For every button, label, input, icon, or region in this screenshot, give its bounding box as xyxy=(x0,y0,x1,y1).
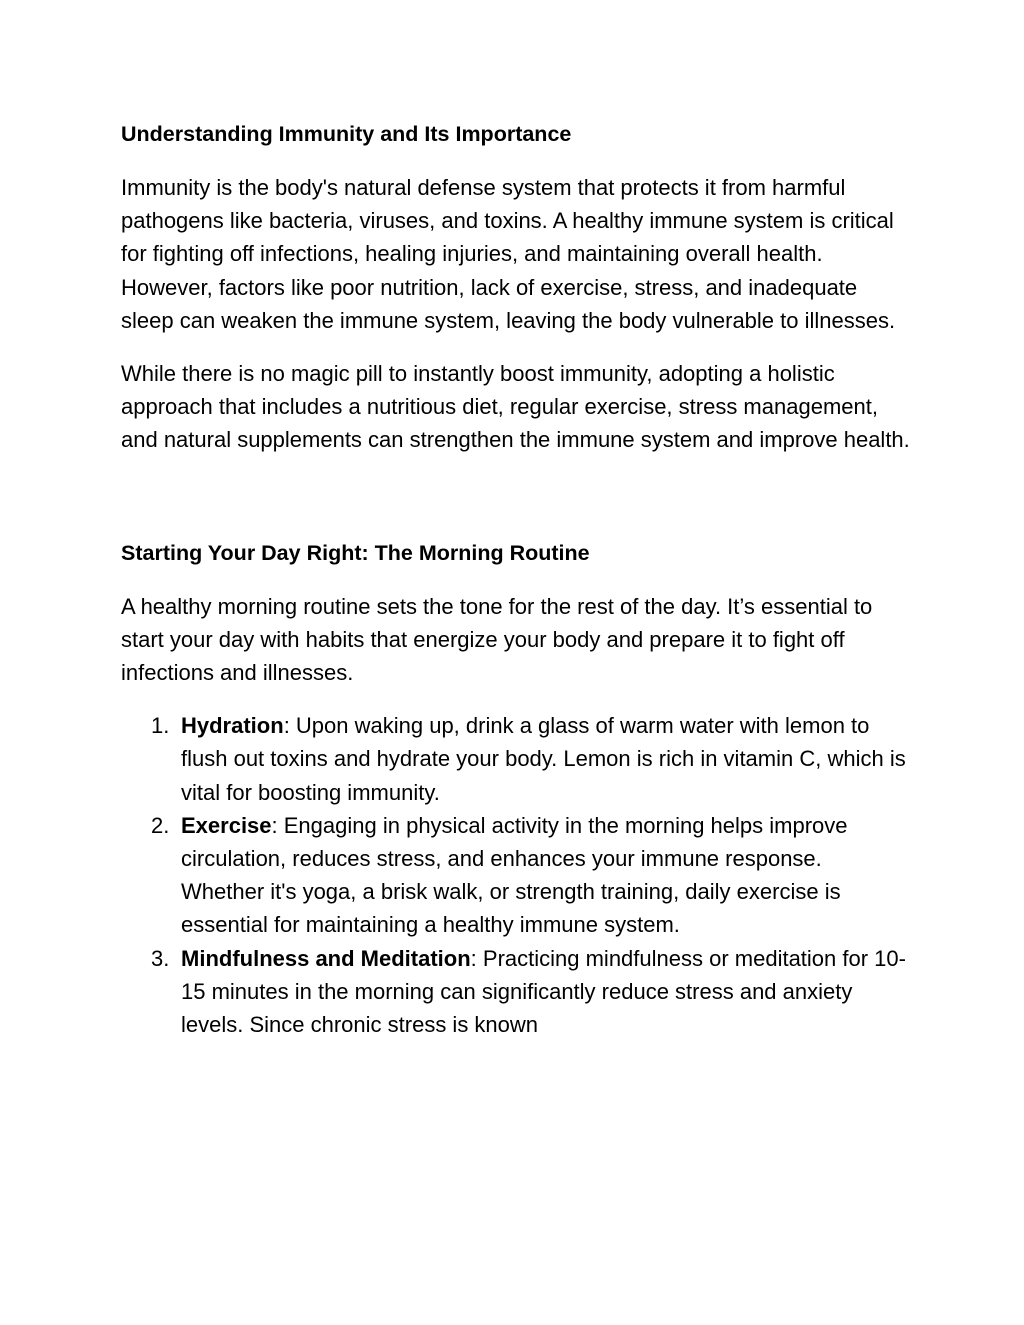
list-text: : Practicing mindfulness or meditation for 10-15 minutes in the morning can significantly reduce stress and anxiety levels. Since chronic stress is known xyxy=(181,945,906,1038)
morning-routine-list xyxy=(121,709,911,1041)
document-page xyxy=(121,118,911,1041)
list-text: : Upon waking up, drink a glass of warm water with lemon to flush out toxins and hydrate your body. Lemon is rich in vitamin C, which is vital for boosting immunity. xyxy=(181,713,906,805)
list-item-hydration xyxy=(121,709,911,809)
list-term: Hydration xyxy=(181,713,284,739)
list-number: 2. xyxy=(151,812,170,838)
list-number: 1. xyxy=(151,713,170,739)
section-spacer xyxy=(121,477,911,537)
list-term: Exercise xyxy=(181,812,272,838)
list-text: : Engaging in physical activity in the morning helps improve circulation, reduces stress, and enhances your immune response. Whether it's yoga, a brisk walk, or strength training, daily exercise is essential for maintaining a healthy immune system. xyxy=(181,812,848,938)
section-heading-morning-routine: Starting Your Day Right: The Morning Routine xyxy=(121,540,590,565)
list-term: Mindfulness and Meditation xyxy=(181,945,471,971)
paragraph-morning-intro: A healthy morning routine sets the tone for the rest of the day. It’s essential to start your day with habits that energize your body and prepare it to fight off infections and illnesses. xyxy=(121,593,873,686)
list-item-mindfulness xyxy=(121,942,911,1042)
paragraph-holistic-approach: While there is no magic pill to instantly boost immunity, adopting a holistic approach that includes a nutritious diet, regular exercise, stress management, and natural supplements can strengthen the immune system and improve health. xyxy=(121,361,910,453)
section-heading-immunity: Understanding Immunity and Its Importance xyxy=(121,122,572,146)
list-item-exercise xyxy=(121,809,911,942)
list-number: 3. xyxy=(151,945,170,971)
paragraph-immunity-definition: Immunity is the body's natural defense system that protects it from harmful pathogens like bacteria, viruses, and toxins. A healthy immune system is critical for fighting off infections, healing injuries, and maintaining overall health. However, factors like poor nutrition, lack of exercise, stress, and inadequate sleep can weaken the immune system, leaving the body vulnerable to illnesses. xyxy=(121,175,896,333)
